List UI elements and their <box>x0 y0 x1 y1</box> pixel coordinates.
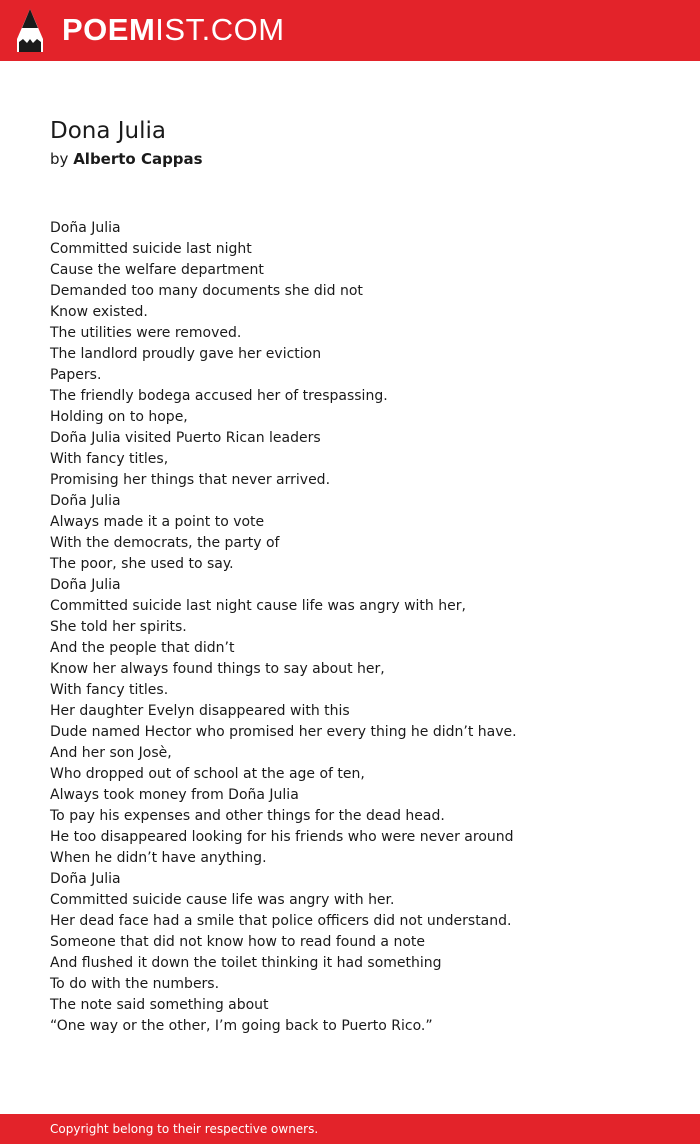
by-label: by <box>50 150 69 168</box>
poem-line: The utilities were removed. <box>50 325 242 341</box>
poem-line: Committed suicide cause life was angry with her. <box>50 892 395 908</box>
poem-line: Papers. <box>50 367 102 383</box>
brand-bold: POEM <box>62 12 156 47</box>
poem-line: And flushed it down the toilet thinking it had something <box>50 955 442 971</box>
poem-line: And the people that didn’t <box>50 640 235 656</box>
poem-line: To pay his expenses and other things for the dead head. <box>50 808 445 824</box>
byline <box>50 148 203 170</box>
poem-body <box>50 218 670 1037</box>
poem-line: Always took money from Doña Julia <box>50 787 299 803</box>
poem-line: Dude named Hector who promised her every thing he didn’t have. <box>50 724 517 740</box>
author-name[interactable]: Alberto Cappas <box>73 150 203 168</box>
poem-line: Know her always found things to say about her, <box>50 661 385 677</box>
poem-line: Doña Julia <box>50 493 121 509</box>
poem-line: To do with the numbers. <box>50 976 220 992</box>
poem-line: With the democrats, the party of <box>50 535 280 551</box>
poem-line: Committed suicide last night cause life was angry with her, <box>50 598 466 614</box>
poem-title: Dona Julia <box>50 118 166 144</box>
poem-line: Promising her things that never arrived. <box>50 472 331 488</box>
poem-line: Doña Julia <box>50 577 121 593</box>
poem-line: Demanded too many documents she did not <box>50 283 363 299</box>
poem-line: When he didn’t have anything. <box>50 850 267 866</box>
brand-light: IST.COM <box>155 12 285 47</box>
poem-line: With fancy titles, <box>50 451 169 467</box>
poem-line: Her dead face had a smile that police officers did not understand. <box>50 913 512 929</box>
poem-line: Her daughter Evelyn disappeared with this <box>50 703 350 719</box>
poem-line: Holding on to hope, <box>50 409 188 425</box>
poem-line: Always made it a point to vote <box>50 514 265 530</box>
poem-line: The note said something about <box>50 997 269 1013</box>
poem-line: Who dropped out of school at the age of ten, <box>50 766 365 782</box>
poem-line: Committed suicide last night <box>50 241 252 257</box>
poem-line: Doña Julia <box>50 220 121 236</box>
poem-line: He too disappeared looking for his friends who were never around <box>50 829 514 845</box>
site-logo-text[interactable] <box>62 12 285 48</box>
poem-line: Doña Julia visited Puerto Rican leaders <box>50 430 321 446</box>
copyright-text: Copyright belong to their respective owners. <box>50 1122 319 1136</box>
poem-line: Know existed. <box>50 304 148 320</box>
poem-line: The poor, she used to say. <box>50 556 234 572</box>
poem-line: With fancy titles. <box>50 682 169 698</box>
poem-line: “One way or the other, I’m going back to Puerto Rico.” <box>50 1018 433 1034</box>
poem-line: Cause the welfare department <box>50 262 264 278</box>
poem-line: She told her spirits. <box>50 619 187 635</box>
poem-line: And her son Josè, <box>50 745 172 761</box>
site-footer <box>0 1114 700 1144</box>
poem-line: The landlord proudly gave her eviction <box>50 346 322 362</box>
poem-line: Someone that did not know how to read found a note <box>50 934 425 950</box>
site-header <box>0 0 700 61</box>
pencil-tip-icon[interactable] <box>17 9 43 52</box>
poem-line: Doña Julia <box>50 871 121 887</box>
poem-line: The friendly bodega accused her of trespassing. <box>50 388 388 404</box>
